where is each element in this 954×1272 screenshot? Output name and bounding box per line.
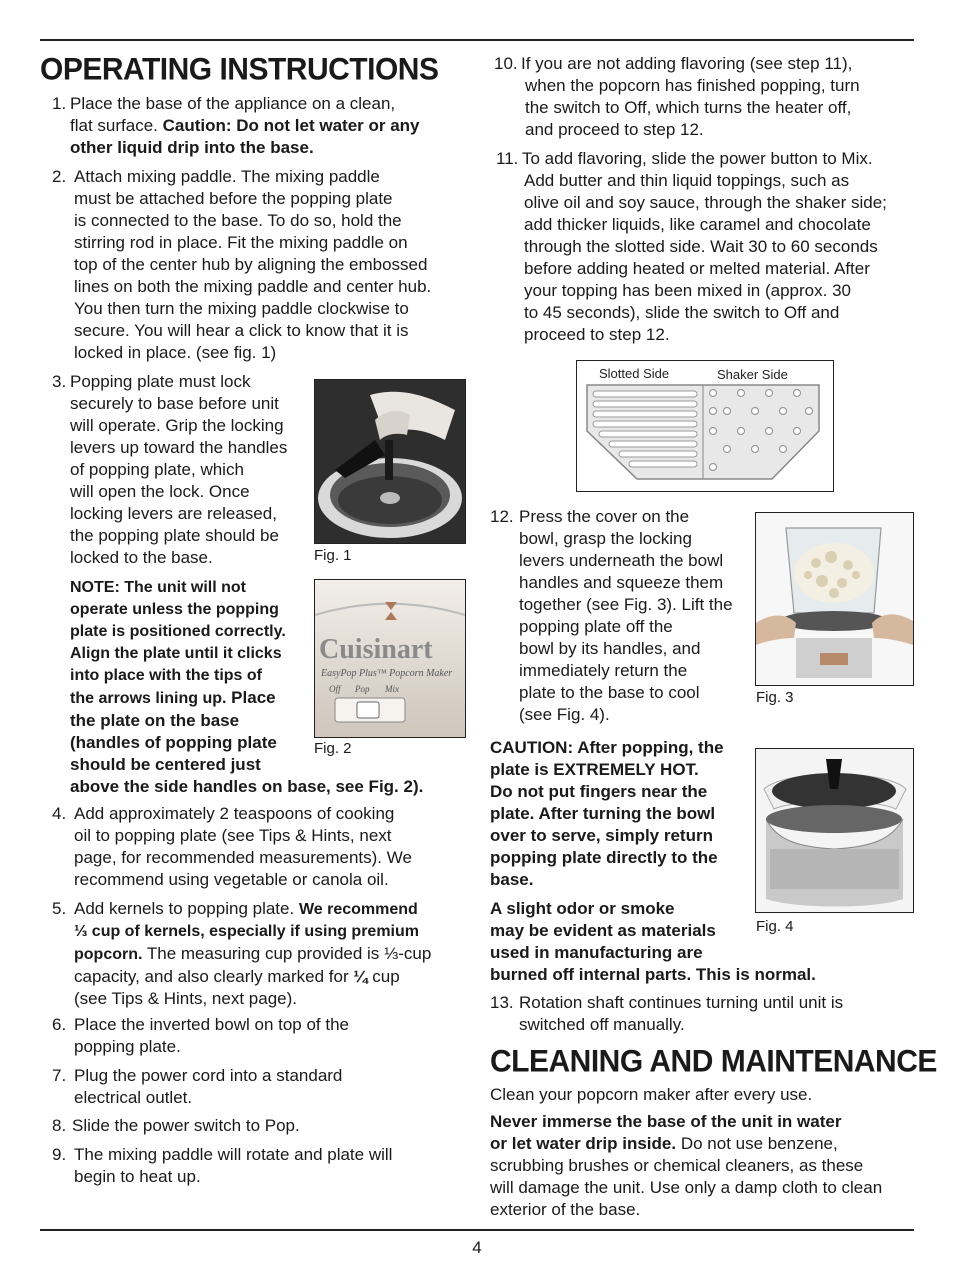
text: Add kernels to popping plate. xyxy=(74,899,299,918)
emphasis: or let water drip inside. xyxy=(490,1134,677,1153)
caution-line: popping plate directly to the xyxy=(490,848,718,867)
caution-line: plate is EXTREMELY HOT. xyxy=(490,760,699,779)
step-5-line xyxy=(74,898,472,921)
step-number: 4. xyxy=(52,804,67,823)
step-number: 5. xyxy=(52,899,67,918)
step-13-line: Rotation shaft continues turning until unit is xyxy=(519,993,844,1012)
step-4 xyxy=(52,803,472,891)
slotted-side-label: Slotted Side xyxy=(599,366,670,381)
note-text: the arrows lining up. xyxy=(70,690,227,707)
step-11-line: To add flavoring, slide the power button to Mix. xyxy=(522,149,873,168)
note-text: Place xyxy=(226,688,276,707)
step-10 xyxy=(494,53,914,141)
step-10-line: and proceed to step 12. xyxy=(525,120,704,139)
step-11-line: before adding heated or melted material. After xyxy=(524,259,870,278)
step-2-line: Attach mixing paddle. The mixing paddle xyxy=(74,167,380,186)
caution-text: other liquid drip into the base. xyxy=(70,138,314,157)
step-number: 10. xyxy=(494,54,518,73)
cleaning-line: will damage the unit. Use only a damp cloth to clean xyxy=(490,1178,883,1197)
odor-line: burned off internal parts. This is normal. xyxy=(490,965,816,984)
note-line: operate unless the popping xyxy=(70,601,279,618)
note-line: into place with the tips of xyxy=(70,667,262,684)
note-line: plate is positioned correctly. xyxy=(70,623,286,640)
odor-line: A slight odor or smoke xyxy=(490,899,675,918)
step-9-line: begin to heat up. xyxy=(74,1167,201,1186)
note-line: (handles of popping plate xyxy=(70,733,277,752)
step-1-line: Place the base of the appliance on a clean, xyxy=(70,94,396,113)
step-6-line: popping plate. xyxy=(74,1037,181,1056)
text: flat surface. xyxy=(70,116,163,135)
step-2-line: must be attached before the popping plate xyxy=(74,189,393,208)
step-number: 9. xyxy=(52,1145,67,1164)
step-13 xyxy=(490,992,910,1036)
cleaning-line xyxy=(490,1133,914,1155)
caution-line: over to serve, simply return xyxy=(490,826,713,845)
figure-3-photo xyxy=(755,512,914,686)
note-line: NOTE: The unit will not xyxy=(70,579,246,596)
step-3-line: locking levers are released, xyxy=(70,504,277,523)
step-4-line: recommend using vegetable or canola oil. xyxy=(74,870,389,889)
step-number: 11. xyxy=(496,149,519,168)
shaker-side-label: Shaker Side xyxy=(717,367,788,382)
step-7 xyxy=(52,1065,472,1109)
step-12-line: handles and squeeze them xyxy=(519,573,724,592)
step-11-line: your topping has been mixed in (approx. 30 xyxy=(524,281,851,300)
step-3-line: locked to the base. xyxy=(70,548,213,567)
step-1 xyxy=(52,93,472,159)
step-12-line: immediately return the xyxy=(519,661,688,680)
text: capacity, and also clearly marked for xyxy=(74,967,354,986)
figure-2-photo xyxy=(314,579,466,738)
step-7-line: Plug the power cord into a standard xyxy=(74,1066,343,1085)
step-2-line: You then turn the mixing paddle clockwise to xyxy=(74,299,409,318)
step-number: 6. xyxy=(52,1015,67,1034)
emphasis: We recommend xyxy=(298,901,418,918)
heading-operating-instructions: OPERATING INSTRUCTIONS xyxy=(40,52,439,87)
fig2-pop-text: Pop xyxy=(355,684,370,694)
step-2-line: lines on both the mixing paddle and center hub. xyxy=(74,277,432,296)
step-number: 7. xyxy=(52,1066,67,1085)
step-9 xyxy=(52,1144,472,1188)
note-line: the plate on the base xyxy=(70,711,240,730)
step-10-line: If you are not adding flavoring (see step 11), xyxy=(521,54,853,73)
step-5 xyxy=(52,898,472,1010)
step-11-line: Add butter and thin liquid toppings, such as xyxy=(524,171,850,190)
step-13-line: switched off manually. xyxy=(519,1015,685,1034)
step-4-line: page, for recommended measurements). We xyxy=(74,848,412,867)
cleaning-paragraph-1: Clean your popcorn maker after every use. xyxy=(490,1085,813,1104)
step-11 xyxy=(496,148,916,346)
heading-cleaning-maintenance: CLEANING AND MAINTENANCE xyxy=(490,1044,937,1079)
cleaning-line: Never immerse the base of the unit in water xyxy=(490,1112,842,1131)
step-2-line: stirring rod in place. Fit the mixing paddle on xyxy=(74,233,408,252)
figure-3-caption: Fig. 3 xyxy=(756,689,794,706)
step-10-line: when the popcorn has finished popping, turn xyxy=(525,76,860,95)
note-line: above the side handles on base, see Fig. 2). xyxy=(70,777,424,796)
step-number: 2. xyxy=(52,167,67,186)
odor-line: used in manufacturing are xyxy=(490,943,703,962)
note-line: should be centered just xyxy=(70,755,261,774)
step-4-line: oil to popping plate (see Tips & Hints, next xyxy=(74,826,392,845)
caution-line: base. xyxy=(490,870,534,889)
popping-plate-diagram xyxy=(576,360,834,492)
top-rule xyxy=(40,39,914,41)
caution-line: plate. After turning the bowl xyxy=(490,804,716,823)
step-2 xyxy=(52,166,472,364)
step-11-line: add thicker liquids, like caramel and chocolate xyxy=(524,215,871,234)
step-2-line: top of the center hub by aligning the embossed xyxy=(74,255,428,274)
step-3-line: will open the lock. Once xyxy=(70,482,250,501)
step-2-line: secure. You will hear a click to know that it is xyxy=(74,321,409,340)
step-11-line: olive oil and soy sauce, through the shaker side; xyxy=(524,193,887,212)
step-11-line: proceed to step 12. xyxy=(524,325,670,344)
step-5-line: (see Tips & Hints, next page). xyxy=(74,989,297,1008)
text: Do not use benzene, xyxy=(676,1134,838,1153)
emphasis: popcorn. xyxy=(74,946,143,963)
odor-line: may be evident as materials xyxy=(490,921,716,940)
step-11-line: to 45 seconds), slide the switch to Off and xyxy=(524,303,840,322)
cleaning-line: exterior of the base. xyxy=(490,1200,641,1219)
step-12-line: together (see Fig. 3). Lift the xyxy=(519,595,733,614)
step-number: 3. xyxy=(52,372,67,391)
fig2-brand-text: Cuisinart xyxy=(319,634,433,665)
caution-text: Caution: Do not let water or any xyxy=(162,116,420,135)
step-12 xyxy=(490,506,752,726)
step-12-line: Press the cover on the xyxy=(519,507,690,526)
page-number: 4 xyxy=(472,1238,482,1257)
step-8 xyxy=(52,1115,472,1137)
step-number: 12. xyxy=(490,507,514,526)
fig2-off-text: Off xyxy=(329,684,341,694)
step-12-line: (see Fig. 4). xyxy=(519,705,610,724)
figure-4-caption: Fig. 4 xyxy=(756,918,794,935)
step-12-line: plate to the base to cool xyxy=(519,683,700,702)
step-4-line: Add approximately 2 teaspoons of cooking xyxy=(74,804,395,823)
caution-block xyxy=(490,737,752,891)
bottom-rule xyxy=(40,1229,914,1231)
figure-1-photo xyxy=(314,379,466,544)
step-3-line: of popping plate, which xyxy=(70,460,244,479)
step-3-line: securely to base before unit xyxy=(70,394,279,413)
fig2-model-text: EasyPop Plus™ Popcorn Maker xyxy=(321,668,453,679)
step-number: 13. xyxy=(490,993,514,1012)
step-10-line: the switch to Off, which turns the heater off, xyxy=(525,98,852,117)
caution-line: CAUTION: After popping, the xyxy=(490,738,724,757)
step-8-line: Slide the power switch to Pop. xyxy=(72,1116,300,1135)
step-6 xyxy=(52,1014,472,1058)
step-3-line: levers up toward the handles xyxy=(70,438,288,457)
step-3-line: Popping plate must lock xyxy=(70,372,251,391)
step-12-line: levers underneath the bowl xyxy=(519,551,724,570)
caution-line: Do not put fingers near the xyxy=(490,782,708,801)
step-11-line: through the slotted side. Wait 30 to 60 seconds xyxy=(524,237,878,256)
step-5-line xyxy=(74,943,472,966)
step-12-line: popping plate off the xyxy=(519,617,673,636)
figure-4-photo xyxy=(755,748,914,913)
text: The measuring cup provided is ⅓-cup xyxy=(142,944,432,963)
cleaning-paragraph-2 xyxy=(490,1111,914,1221)
step-2-line: is connected to the base. To do so, hold the xyxy=(74,211,402,230)
step-6-line: Place the inverted bowl on top of the xyxy=(74,1015,350,1034)
figure-1-caption: Fig. 1 xyxy=(314,547,352,564)
text: cup xyxy=(367,967,400,986)
step-3 xyxy=(52,371,312,569)
step-3-line: will operate. Grip the locking xyxy=(70,416,284,435)
step-3-line: the popping plate should be xyxy=(70,526,279,545)
step-number: 8. xyxy=(52,1116,67,1135)
emphasis: ¼ xyxy=(353,967,368,986)
note-line: Align the plate until it clicks xyxy=(70,645,282,662)
step-5-line: ⅓ cup of kernels, especially if using premium xyxy=(74,923,419,940)
cleaning-line: scrubbing brushes or chemical cleaners, as these xyxy=(490,1156,864,1175)
odor-note xyxy=(490,898,910,986)
step-12-line: bowl, grasp the locking xyxy=(519,529,692,548)
fig2-mix-text: Mix xyxy=(385,684,399,694)
step-number: 1. xyxy=(52,94,67,113)
step-1-line xyxy=(70,115,472,137)
step-5-line xyxy=(74,966,472,988)
step-12-line: bowl by its handles, and xyxy=(519,639,701,658)
step-9-line: The mixing paddle will rotate and plate will xyxy=(74,1145,393,1164)
step-7-line: electrical outlet. xyxy=(74,1088,193,1107)
figure-2-caption: Fig. 2 xyxy=(314,740,352,757)
step-2-line: locked in place. (see fig. 1) xyxy=(74,343,277,362)
